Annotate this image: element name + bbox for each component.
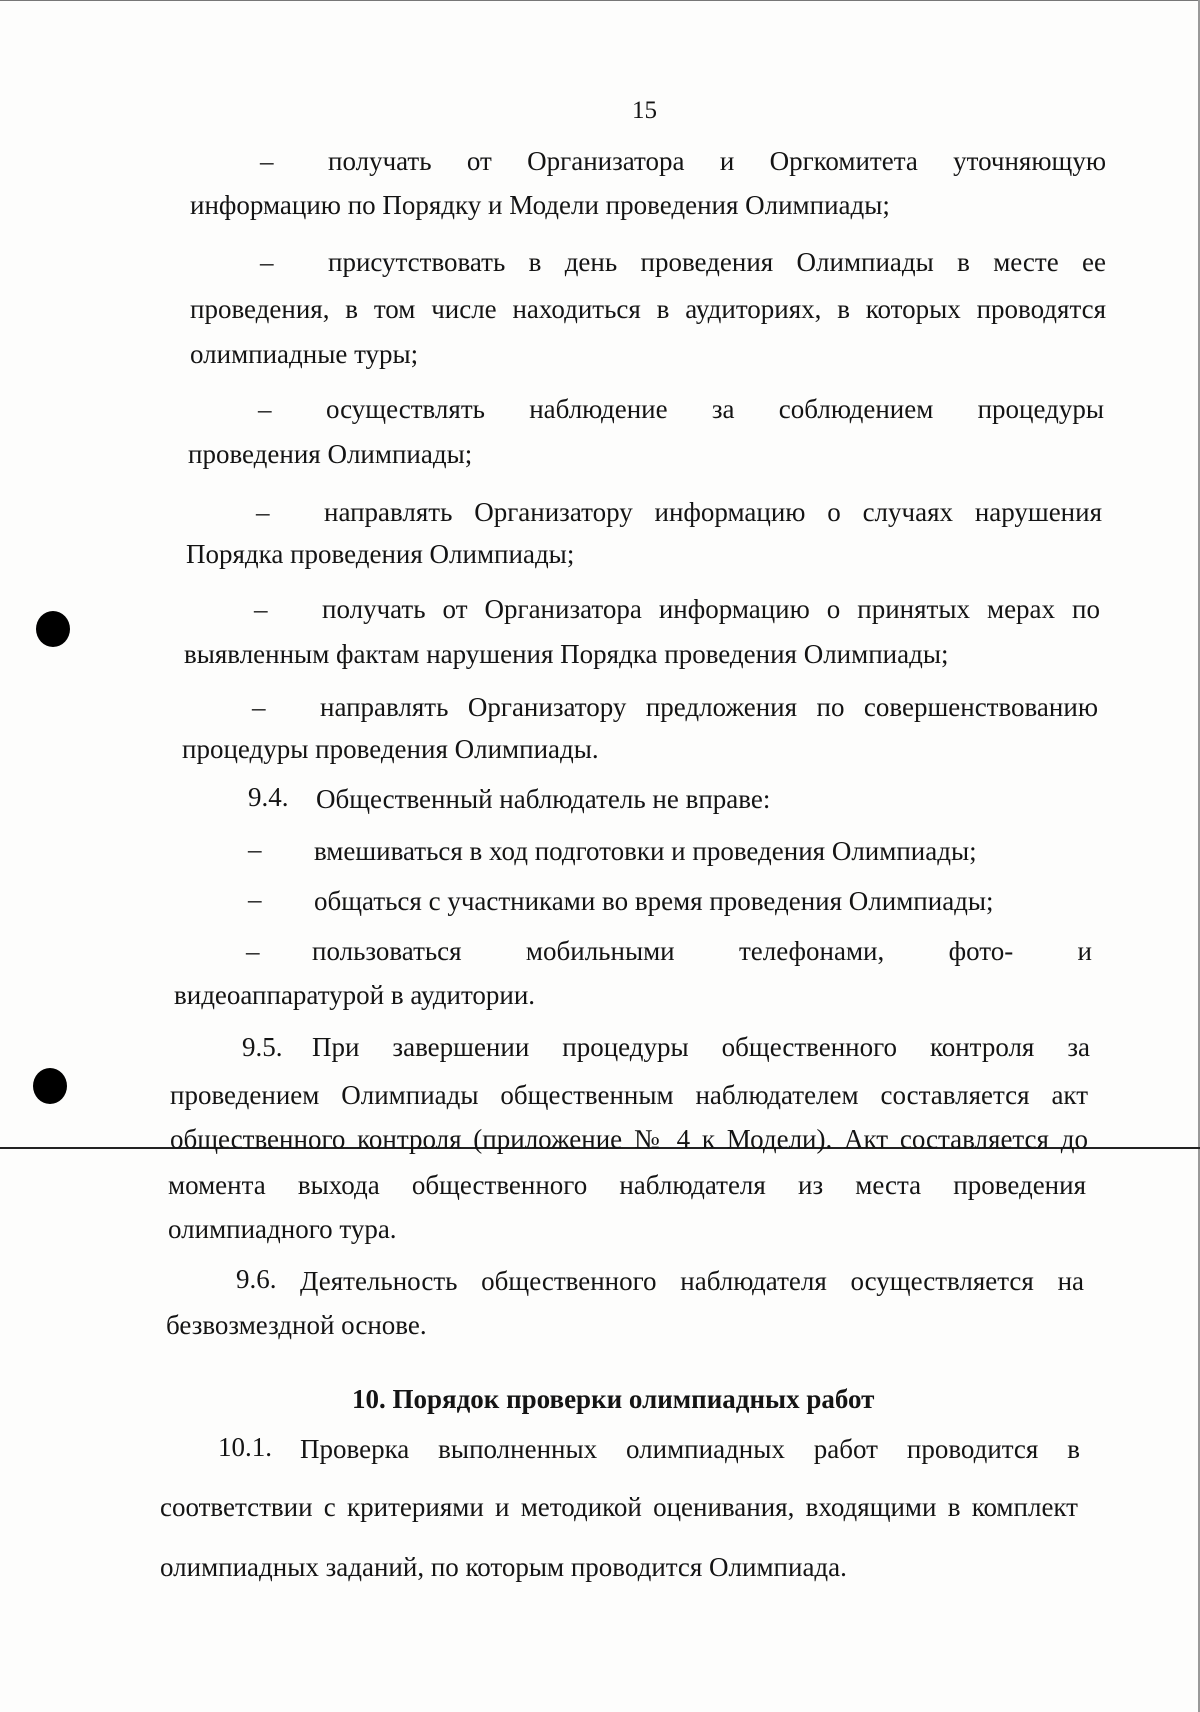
clause-text: олимпиадных заданий, по которым проводится Олимпиада.	[160, 1552, 847, 1582]
punch-hole-mark	[33, 1068, 67, 1104]
list-item-line: выявленным фактам нарушения Порядка проведения Олимпиады;	[184, 639, 949, 669]
list-item-line: олимпиадные туры;	[190, 339, 419, 369]
list-item-line: процедуры проведения Олимпиады.	[182, 734, 599, 764]
clause-text: Проверка выполненных олимпиадных работ проводится в	[300, 1434, 1080, 1464]
list-item-line: осуществлять наблюдение за соблюдением процедуры	[326, 394, 1104, 424]
clause-number: 9.5.	[242, 1032, 283, 1062]
page-number: 15	[632, 97, 657, 124]
clause-text: проведением Олимпиады общественным наблюдателем составляется акт	[170, 1080, 1088, 1110]
list-dash: –	[246, 936, 260, 966]
list-dash: –	[254, 594, 268, 624]
clause-text: общественного контроля (приложение № 4 к Модели). Акт составляется до	[170, 1124, 1088, 1154]
list-item-line: Порядка проведения Олимпиады;	[186, 539, 575, 569]
list-dash: –	[248, 884, 262, 914]
clause-text: При завершении процедуры общественного контроля за	[312, 1032, 1090, 1062]
punch-hole-mark	[36, 611, 70, 647]
list-item-line: присутствовать в день проведения Олимпиады в месте ее	[328, 247, 1106, 277]
list-item-line: видеоаппаратурой в аудитории.	[174, 980, 536, 1010]
list-item-line: получать от Организатора и Оргкомитета уточняющую	[328, 146, 1106, 176]
clause-number: 10.1.	[218, 1432, 272, 1462]
clause-number: 9.6.	[236, 1264, 277, 1294]
clause-text: соответствии с критериями и методикой оценивания, входящими в комплект	[160, 1492, 1078, 1522]
list-dash: –	[260, 247, 274, 277]
list-item-line: информацию по Порядку и Модели проведения Олимпиады;	[190, 190, 890, 220]
list-dash: –	[260, 146, 274, 176]
list-item-line: общаться с участниками во время проведения Олимпиады;	[314, 886, 994, 916]
scan-top-edge	[0, 0, 1200, 5]
clause-text: безвозмездной основе.	[166, 1310, 427, 1340]
clause-text: олимпиадного тура.	[168, 1214, 397, 1244]
clause-text: Общественный наблюдатель не вправе:	[316, 784, 771, 814]
list-item-line: получать от Организатора информацию о принятых мерах по	[322, 594, 1100, 624]
list-item-line: вмешиваться в ход подготовки и проведения Олимпиады;	[314, 836, 977, 866]
clause-number: 9.4.	[248, 782, 289, 812]
list-dash: –	[248, 834, 262, 864]
clause-text: момента выхода общественного наблюдателя из места проведения	[168, 1170, 1086, 1200]
section-heading: 10. Порядок проверки олимпиадных работ	[352, 1384, 875, 1414]
clause-text: Деятельность общественного наблюдателя осуществляется на	[300, 1266, 1084, 1296]
list-dash: –	[258, 394, 272, 424]
list-item-line: направлять Организатору информацию о случаях нарушения	[324, 497, 1102, 527]
list-item-line: проведения Олимпиады;	[188, 439, 473, 469]
list-dash: –	[252, 692, 266, 722]
list-item-line: направлять Организатору предложения по совершенствованию	[320, 692, 1098, 722]
list-item-line: пользоваться мобильными телефонами, фото- и	[312, 936, 1092, 966]
list-item-line: проведения, в том числе находиться в аудиториях, в которых проводятся	[190, 294, 1106, 324]
list-dash: –	[256, 497, 270, 527]
